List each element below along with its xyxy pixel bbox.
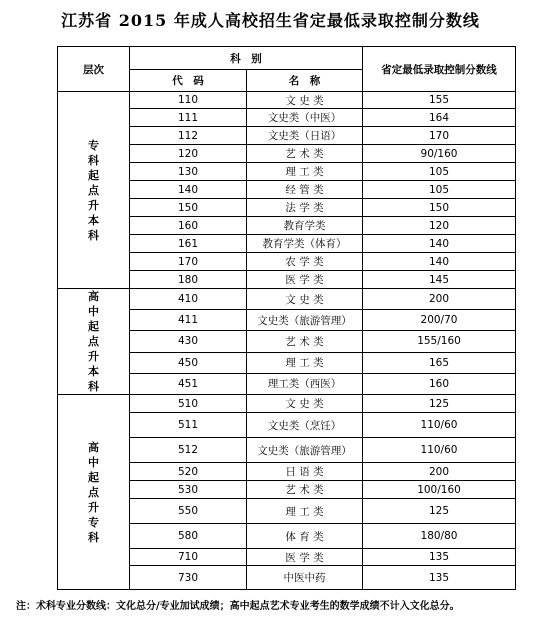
code-cell: 170 — [130, 253, 247, 271]
code-cell: 112 — [130, 127, 247, 145]
score-cell: 140 — [363, 253, 516, 271]
name-cell: 教育学类 — [247, 217, 363, 235]
table-row — [58, 289, 516, 310]
code-cell: 161 — [130, 235, 247, 253]
score-cell: 145 — [363, 271, 516, 289]
score-cell: 165 — [363, 352, 516, 373]
name-cell: 理 工 类 — [247, 499, 363, 524]
name-cell: 文 史 类 — [247, 92, 363, 109]
score-cell: 125 — [363, 395, 516, 413]
code-cell: 450 — [130, 352, 247, 373]
code-cell: 430 — [130, 331, 247, 352]
score-cell: 160 — [363, 373, 516, 394]
header-code: 代 码 — [130, 70, 247, 92]
score-cell: 120 — [363, 217, 516, 235]
name-cell: 理工类（西医） — [247, 373, 363, 394]
name-cell: 文史类（中医） — [247, 109, 363, 127]
name-cell: 教育学类（体育） — [247, 235, 363, 253]
code-cell: 510 — [130, 395, 247, 413]
name-cell: 经 管 类 — [247, 181, 363, 199]
header-score: 省定最低录取控制分数线 — [363, 47, 516, 92]
score-cell: 105 — [363, 181, 516, 199]
name-cell: 文 史 类 — [247, 395, 363, 413]
name-cell: 医 学 类 — [247, 271, 363, 289]
name-cell: 艺 术 类 — [247, 331, 363, 352]
code-cell: 512 — [130, 438, 247, 463]
score-cell: 164 — [363, 109, 516, 127]
name-cell: 法 学 类 — [247, 199, 363, 217]
score-cell: 90/160 — [363, 145, 516, 163]
score-cell: 100/160 — [363, 481, 516, 499]
code-cell: 111 — [130, 109, 247, 127]
code-cell: 160 — [130, 217, 247, 235]
table-row — [58, 395, 516, 413]
header-level: 层次 — [58, 47, 130, 92]
score-cell: 105 — [363, 163, 516, 181]
code-cell: 180 — [130, 271, 247, 289]
code-cell: 130 — [130, 163, 247, 181]
code-cell: 120 — [130, 145, 247, 163]
code-cell: 550 — [130, 499, 247, 524]
code-cell: 520 — [130, 463, 247, 481]
name-cell: 理 工 类 — [247, 352, 363, 373]
name-cell: 医 学 类 — [247, 549, 363, 566]
name-cell: 文史类（烹饪） — [247, 413, 363, 438]
score-cell: 125 — [363, 499, 516, 524]
code-cell: 410 — [130, 289, 247, 310]
level-cell: 高 中 起 点 升 本 科 — [58, 289, 130, 395]
footnote: 注：术科专业分数线：文化总分/专业加试成绩；高中起点艺术专业考生的数学成绩不计入文化总分。 — [16, 601, 460, 612]
header-name: 名 称 — [247, 70, 363, 92]
score-cell: 140 — [363, 235, 516, 253]
score-cell: 110/60 — [363, 413, 516, 438]
score-cell: 155 — [363, 92, 516, 109]
name-cell: 文 史 类 — [247, 289, 363, 310]
code-cell: 140 — [130, 181, 247, 199]
name-cell: 体 育 类 — [247, 524, 363, 549]
score-cell: 200/70 — [363, 310, 516, 331]
name-cell: 理 工 类 — [247, 163, 363, 181]
code-cell: 710 — [130, 549, 247, 566]
code-cell: 150 — [130, 199, 247, 217]
name-cell: 日 语 类 — [247, 463, 363, 481]
name-cell: 文史类（旅游管理） — [247, 438, 363, 463]
header-subject: 科 别 — [130, 47, 363, 70]
code-cell: 411 — [130, 310, 247, 331]
code-cell: 451 — [130, 373, 247, 394]
name-cell: 中医中药 — [247, 566, 363, 590]
score-cell: 110/60 — [363, 438, 516, 463]
score-cell: 180/80 — [363, 524, 516, 549]
level-cell: 高 中 起 点 升 专 科 — [58, 395, 130, 590]
code-cell: 580 — [130, 524, 247, 549]
score-cell: 155/160 — [363, 331, 516, 352]
score-cell: 200 — [363, 289, 516, 310]
name-cell: 农 学 类 — [247, 253, 363, 271]
name-cell: 文史类（日语） — [247, 127, 363, 145]
level-cell: 专 科 起 点 升 本 科 — [58, 92, 130, 289]
code-cell: 730 — [130, 566, 247, 590]
score-cell: 150 — [363, 199, 516, 217]
score-cell: 135 — [363, 549, 516, 566]
name-cell: 艺 术 类 — [247, 481, 363, 499]
code-cell: 511 — [130, 413, 247, 438]
name-cell: 文史类（旅游管理） — [247, 310, 363, 331]
score-table — [57, 46, 516, 590]
score-cell: 135 — [363, 566, 516, 590]
score-cell: 200 — [363, 463, 516, 481]
code-cell: 110 — [130, 92, 247, 109]
code-cell: 530 — [130, 481, 247, 499]
page-title: 江苏省 2015 年成人高校招生省定最低录取控制分数线 — [61, 11, 480, 30]
name-cell: 艺 术 类 — [247, 145, 363, 163]
table-row — [58, 92, 516, 109]
score-cell: 170 — [363, 127, 516, 145]
